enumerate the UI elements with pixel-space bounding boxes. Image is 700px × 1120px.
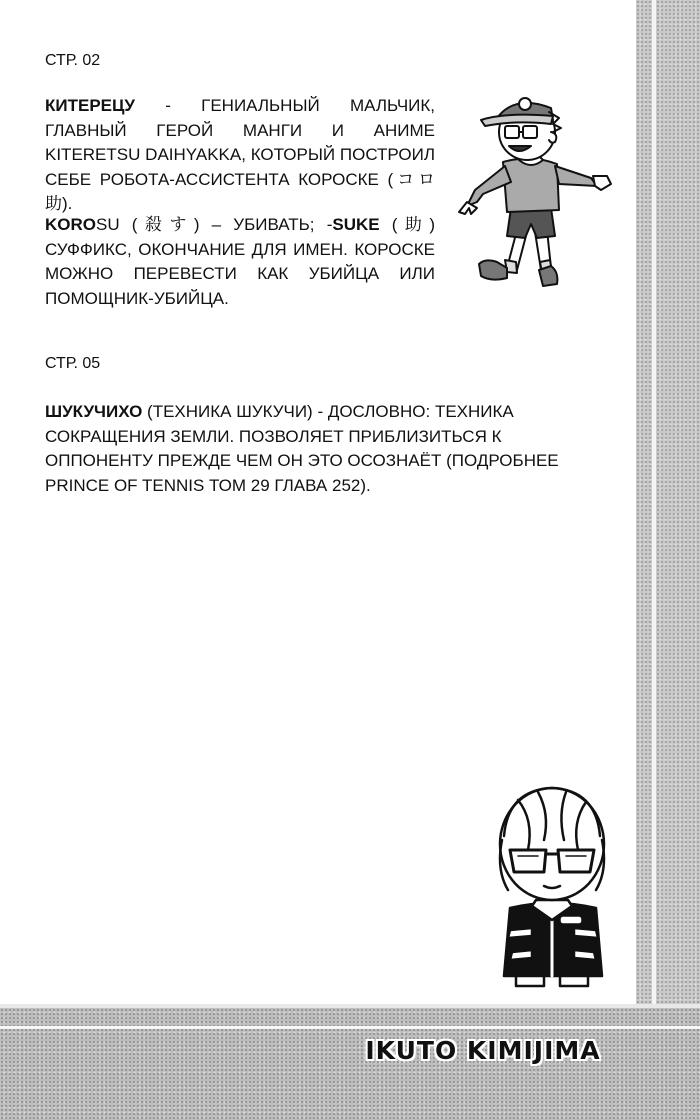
note-korosuke-text: (助) СУФФИКС, ОКОНЧАНИЕ ДЛЯ ИМЕН. КОРОСКЕ МОЖНО ПЕРЕВЕСТИ КАК УБИЙЦА ИЛИ ПОМОЩНИК-УБИЙЦА. <box>45 215 436 308</box>
note-kiteretsu <box>45 94 435 217</box>
author-name: IKUTO KIMIJIMA <box>365 1035 601 1065</box>
term-koro: KORO <box>45 215 96 234</box>
note-korosuke <box>45 213 435 311</box>
term-shukuchiho: ШУКУЧИХО <box>45 402 143 421</box>
note-shukuchiho <box>45 400 605 498</box>
term-kiteretsu: КИТЕРЕЦУ <box>45 96 135 115</box>
page-ref-heading-02: СТР. 02 <box>45 52 101 69</box>
side-screentone-strip <box>636 0 700 1120</box>
bottom-band-line <box>0 1026 700 1029</box>
note-kiteretsu-text: - ГЕНИАЛЬНЫЙ МАЛЬЧИК, ГЛАВНЫЙ ГЕРОЙ МАНГИ И АНИМЕ KITERETSU DAIHYAKKA, КОТОРЫЙ ПОСТРОИЛ СЕБЕ РОБОТА-АССИСТЕНТА КОРОСКЕ (コロ助). <box>45 96 435 213</box>
author-credit <box>358 1032 608 1068</box>
term-koro-rest: SU (殺す) – УБИВАТЬ; - <box>96 215 333 234</box>
note-shukuchiho-text: (ТЕХНИКА ШУКУЧИ) - ДОСЛОВНО: ТЕХНИКА СОКРАЩЕНИЯ ЗЕМЛИ. ПОЗВОЛЯЕТ ПРИБЛИЗИТЬСЯ К ОППОНЕНТУ ПРЕЖДЕ ЧЕМ ОН ЭТО ОСОЗНАЁТ (ПОДРОБНЕЕ PRINCE OF TENNIS ТОМ 29 ГЛАВА 252). <box>45 402 559 495</box>
page-ref-heading-05: СТР. 05 <box>45 355 101 372</box>
kiteretsu-boy-illustration <box>455 90 615 295</box>
term-suke: SUKE <box>332 215 380 234</box>
chibi-character-illustration <box>488 780 618 988</box>
side-strip-divider <box>652 0 656 1120</box>
